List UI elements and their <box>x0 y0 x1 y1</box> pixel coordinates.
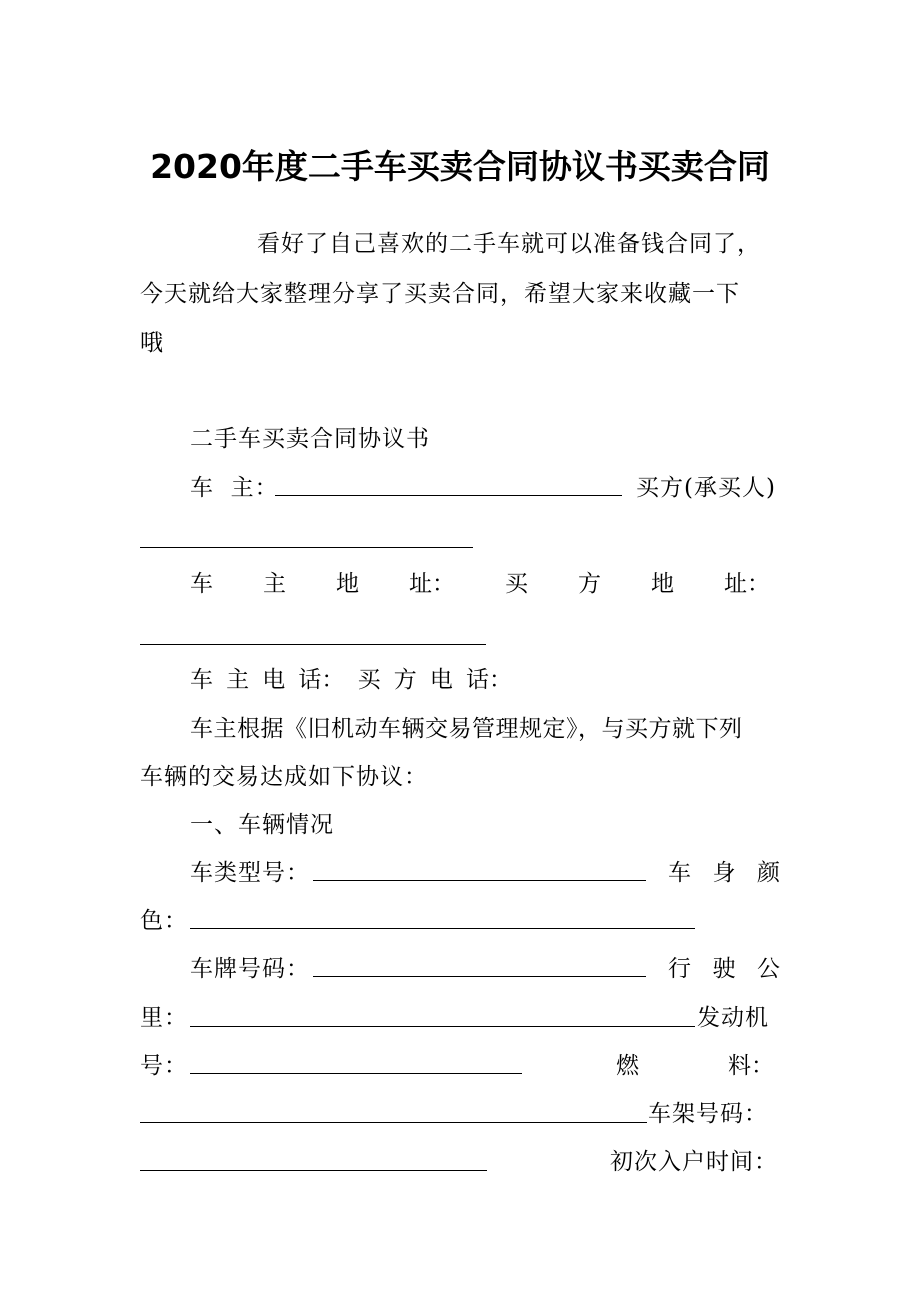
intro-line-3: 哦 <box>140 330 164 356</box>
buyer-label: 买方(承买人) <box>636 475 776 501</box>
color-label-char: 身 <box>712 860 736 886</box>
phone-char: 主 <box>226 667 250 693</box>
document-title: 2020年度二手车买卖合同协议书买卖合同 <box>150 147 770 186</box>
mileage-label-char: 公 <box>757 956 780 982</box>
section-title: 二手车买卖合同协议书 <box>190 426 430 452</box>
model-blank <box>313 880 646 881</box>
phone-char: 买 <box>357 667 381 693</box>
address-char: 地 <box>651 571 674 597</box>
phone-char: 方 <box>393 667 417 693</box>
phone-char: 话： <box>465 667 512 693</box>
mileage-label-char: 驶 <box>712 956 736 982</box>
address-char: 址： <box>724 571 770 597</box>
address-char: 主 <box>263 571 286 597</box>
model-label: 车类型号： <box>190 860 310 886</box>
mileage-label-tail: 里： <box>140 1005 188 1031</box>
owner-label: 车 主： <box>190 475 279 501</box>
phone-char: 车 <box>190 667 213 693</box>
address-char: 址： <box>409 571 455 597</box>
frame-label: 车架号码： <box>648 1101 768 1127</box>
mileage-blank <box>190 1026 695 1027</box>
fuel-label-char: 燃 <box>616 1053 639 1079</box>
phone-char: 电 <box>262 667 286 693</box>
clause-1-title: 一、车辆情况 <box>190 812 334 838</box>
color-label-char: 车 <box>668 860 691 886</box>
address-char: 买 <box>505 571 528 597</box>
intro-line-2: 今天就给大家整理分享了买卖合同，希望大家来收藏一下 <box>140 281 740 307</box>
phone-row <box>190 665 512 695</box>
intro-line-1: 看好了自己喜欢的二手车就可以准备钱合同了， <box>257 231 761 257</box>
color-label-row <box>668 858 780 888</box>
plate-label: 车牌号码： <box>190 956 310 982</box>
fuel-label-char: 料： <box>728 1053 774 1079</box>
agreement-line-1: 车主根据《旧机动车辆交易管理规定》，与买方就下列 <box>190 716 743 742</box>
plate-blank <box>313 976 646 977</box>
phone-char: 电 <box>429 667 453 693</box>
engine-label-tail: 号： <box>140 1053 188 1079</box>
mileage-label-row <box>668 954 780 984</box>
phone-char: 话： <box>298 667 345 693</box>
address-row <box>190 569 770 599</box>
agreement-line-2: 车辆的交易达成如下协议： <box>140 764 428 790</box>
engine-blank <box>190 1073 522 1074</box>
owner-blank <box>275 495 622 496</box>
address-blank <box>140 644 486 645</box>
buyer-blank <box>140 547 473 548</box>
engine-label-head: 发动机 <box>697 1005 769 1031</box>
frame-blank <box>140 1170 487 1171</box>
color-label-tail: 色： <box>140 908 188 934</box>
color-label-char: 颜 <box>757 860 780 886</box>
address-char: 方 <box>578 571 601 597</box>
fuel-blank <box>140 1122 647 1123</box>
address-char: 车 <box>190 571 213 597</box>
fuel-label-row <box>616 1051 774 1081</box>
first-registration-label: 初次入户时间： <box>610 1149 778 1175</box>
color-blank <box>190 928 695 929</box>
mileage-label-char: 行 <box>668 956 691 982</box>
address-char: 地 <box>336 571 359 597</box>
